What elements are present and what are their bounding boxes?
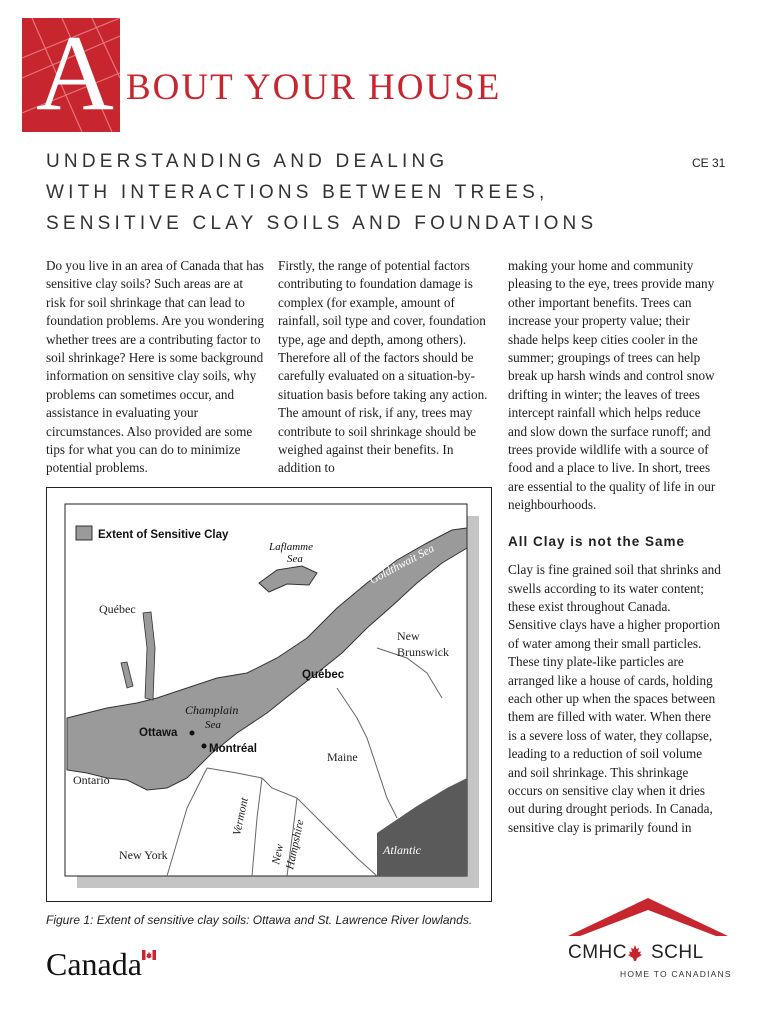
label-laflamme-sea: Sea (287, 553, 303, 565)
label-montreal: Montréal (209, 743, 257, 755)
intro-paragraph: Do you live in an area of Canada that has sensitive clay soils? Such areas are at risk for soil shrinkage that can lead to foundation problems. Are you wondering whether trees are a contributing factor to soil shrinkage? Here is some background information on sensitive clay soils, why problems can sometimes occur, and assistance in evaluating your circumstances. Also provided are some tips for what you can do to minimize potential problems. (46, 258, 264, 476)
canada-wordmark (46, 946, 142, 983)
logo-letter: A (36, 18, 114, 132)
figure-caption: Figure 1: Extent of sensitive clay soils: Ottawa and St. Lawrence River lowlands. (46, 913, 473, 927)
cmhc-text: CMHC (568, 942, 627, 963)
column-3 (508, 257, 722, 837)
document-title (46, 146, 597, 239)
label-laflamme: Laflamme (269, 541, 313, 553)
label-maine: Maine (327, 750, 358, 764)
legend-label: Extent of Sensitive Clay (98, 529, 229, 541)
label-atlantic: Atlantic (383, 843, 421, 857)
brand-title: BOUT YOUR HOUSE (126, 67, 502, 108)
cmhc-tagline: HOME TO CANADIANS (620, 969, 732, 979)
factors-paragraph: Firstly, the range of potential factors contributing to foundation damage is complex (for example, amount of rainfall, soil type and cover, foundation type, age and depth, among others). Therefore all of the factors should be carefully evaluated on a situation-by-situation basis before taking any action. The amount of risk, if any, trees may contribute to soil shrinkage should be weighed against their benefits. In addition to (278, 258, 488, 476)
about-your-house-logo (22, 18, 120, 132)
label-ottawa: Ottawa (139, 727, 178, 739)
title-line-1: UNDERSTANDING AND DEALING (46, 151, 449, 172)
label-vermont: Vermont (231, 796, 251, 837)
label-goldthwait: Goldthwait Sea (367, 542, 437, 587)
label-new-york: New York (119, 848, 168, 862)
label-champlain-sea: Sea (205, 719, 221, 731)
schl-text: SCHL (651, 942, 704, 963)
benefits-paragraph: making your home and community pleasing to the eye, trees provide many other important benefits. Trees can increase your property value; their shade helps keep cities cooler in the summer; groupings of trees can help break up harsh winds and control snow drifting in winter; the leaves of trees intercept rainfall which helps reduce and slow down the surface runoff; and trees provide wildlife with a source of food and a place to live. In short, trees are essential to the quality of life in our neighbourhoods. (508, 258, 716, 513)
label-quebec-province: Québec (99, 602, 136, 616)
clay-paragraph: Clay is fine grained soil that shrinks and swells according to its water content; these exist throughout Canada. Sensitive clays have a higher proportion of water among their small particles. These tiny plate-like particles are arranged like a house of cards, holding each other up when the spaces between them are filled with water. When there is a severe loss of water, they collapse, leading to a reduction of soil volume and soil shrinkage. This shrinkage occurs on sensitive clay when it dries out during drought periods. In Canada, sensitive clay is primarily found in (508, 562, 721, 835)
map-graphic (47, 488, 491, 901)
column-2 (278, 257, 492, 478)
legend-swatch (76, 526, 92, 540)
label-quebec-city: Québec (302, 669, 345, 681)
column-1 (46, 257, 266, 478)
label-ontario: Ontario (73, 773, 110, 787)
title-line-3: SENSITIVE CLAY SOILS AND FOUNDATIONS (46, 213, 598, 234)
sensitive-clay-map (46, 487, 492, 902)
label-champlain: Champlain (185, 703, 239, 717)
section-heading: All Clay is not the Same (508, 533, 686, 549)
maple-leaf-icon (625, 943, 645, 963)
ottawa-dot (190, 731, 195, 736)
document-code: CE 31 (692, 156, 726, 170)
canada-flag-icon (142, 950, 156, 960)
title-line-2: WITH INTERACTIONS BETWEEN TREES, (46, 182, 549, 203)
montreal-dot (202, 744, 207, 749)
label-new: New (397, 629, 420, 643)
label-brunswick: Brunswick (397, 645, 449, 659)
label-new-nh: New (270, 843, 287, 866)
label-hampshire: Hampshire (284, 818, 307, 871)
cmhc-roof-logo (566, 892, 730, 942)
canada-text: Canada (46, 946, 142, 982)
